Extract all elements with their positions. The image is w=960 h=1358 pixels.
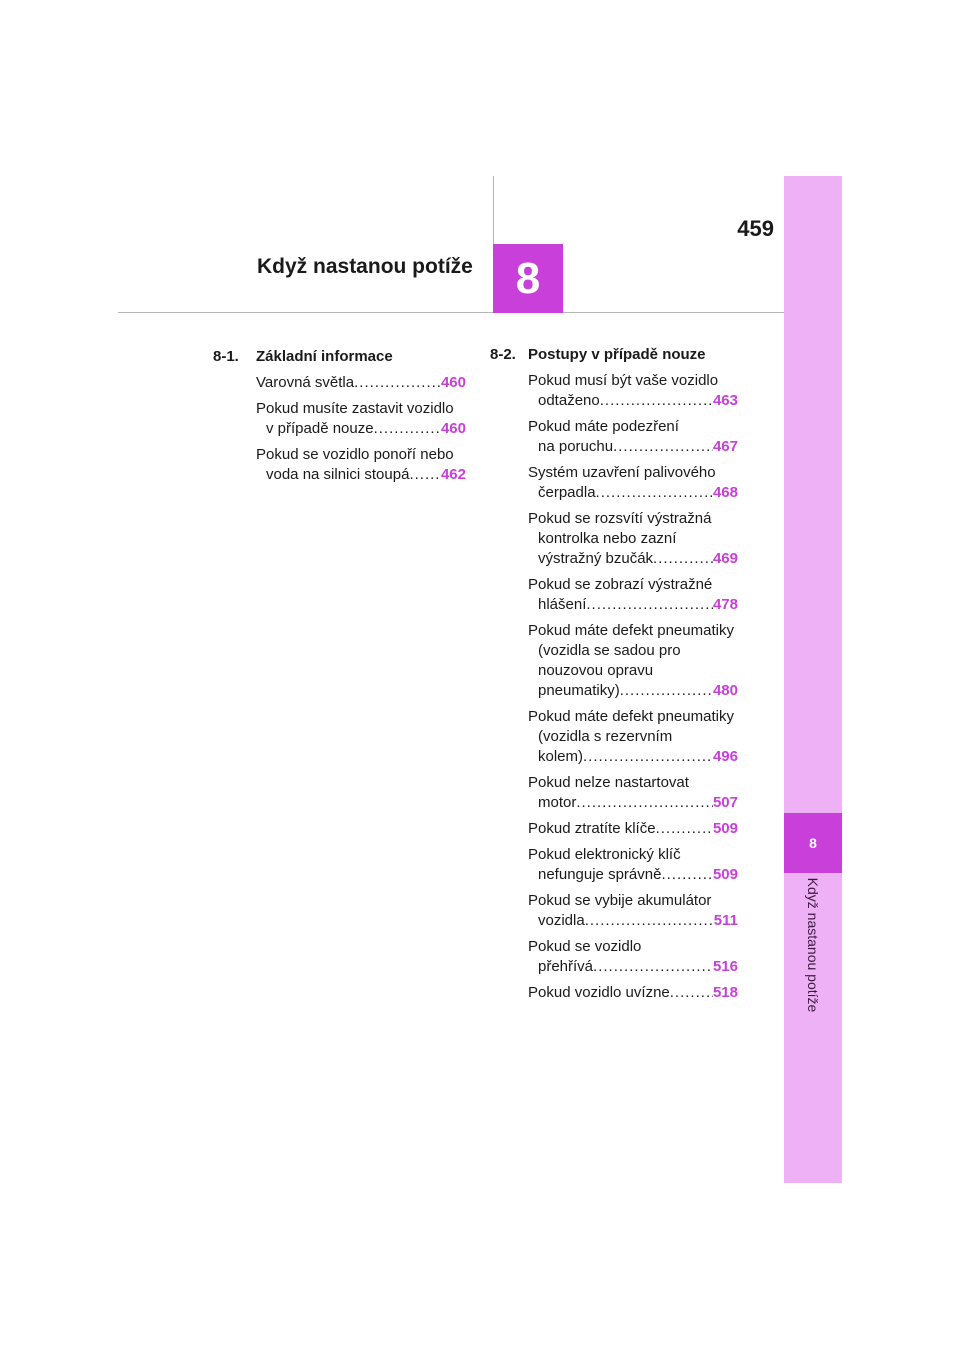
dot-leader [586,595,713,615]
toc-entry-text: Pokud se vozidlo [528,938,642,955]
toc-entry-text: nouzovou opravu [538,662,654,679]
toc-entry-last-line [528,595,738,615]
toc-entry[interactable] [256,373,466,393]
dot-leader [409,465,441,485]
page-reference-link[interactable]: 507 [712,794,738,811]
toc-section-8-2 [490,345,738,1009]
toc-entry-text: pneumatiky) [538,682,620,699]
dot-leader [661,865,713,885]
toc-entry-last-line [256,373,466,393]
toc-section-8-1 [213,347,466,491]
toc-entry-text: Pokud vozidlo uvízne [528,984,670,1001]
toc-entry-text: (vozidla s rezervním [538,728,673,745]
dot-leader [593,957,713,977]
header-divider-vertical [493,176,494,244]
toc-entry-last-line [528,957,738,977]
header-rule [118,312,784,313]
page-reference-link[interactable]: 460 [440,420,466,437]
side-tab-chapter-number[interactable]: 8 [784,813,842,873]
dot-leader [585,911,714,931]
toc-entry-last-line [528,681,738,701]
toc-entry-text: přehřívá [538,958,594,975]
toc-entry-text: Pokud nelze nastartovat [528,774,689,791]
dot-leader [576,793,713,813]
page-reference-link[interactable]: 509 [712,866,738,883]
chapter-number-box: 8 [493,244,563,313]
toc-entry-last-line [528,983,738,1003]
toc-entry[interactable] [528,371,738,411]
section-number: 8-2. [490,346,516,363]
page-reference-link[interactable]: 462 [440,466,466,483]
toc-entry[interactable] [528,509,738,569]
toc-entry-text: Pokud máte podezření [528,418,679,435]
dot-leader [653,549,713,569]
dot-leader [613,437,713,457]
toc-entry-last-line [528,391,738,411]
toc-entry-text: Pokud se vybije akumulátor [528,892,712,909]
toc-entry-text: hlášení [538,596,587,613]
toc-entry-text: Varovná světla [256,374,355,391]
chapter-side-tab [784,176,842,1183]
section-title: Základní informace [256,348,393,365]
dot-leader [596,483,713,503]
toc-entry-last-line [528,483,738,503]
toc-entry-text: kolem) [538,748,584,765]
section-heading [490,345,738,365]
toc-entry[interactable] [528,891,738,931]
page-number: 459 [737,216,774,241]
toc-entry-text: voda na silnici stoupá [266,466,410,483]
toc-entry-text: (vozidla se sadou pro [538,642,681,659]
toc-entry[interactable] [528,417,738,457]
toc-entry-text: výstražný bzučák [538,550,654,567]
toc-entry-text: motor [538,794,577,811]
toc-entry-text: Pokud musíte zastavit vozidlo [256,400,454,417]
section-number: 8-1. [213,348,239,365]
toc-entry-text: Pokud ztratíte klíče [528,820,656,837]
dot-leader [620,681,713,701]
page-reference-link[interactable]: 467 [712,438,738,455]
page-reference-link[interactable]: 460 [440,374,466,391]
page-reference-link[interactable]: 516 [712,958,738,975]
page-reference-link[interactable]: 509 [712,820,738,837]
toc-entry-last-line [528,911,738,931]
section-title: Postupy v případě nouze [528,346,706,363]
dot-leader [656,819,713,839]
toc-entry-text: Pokud se vozidlo ponoří nebo [256,446,454,463]
dot-leader [670,983,713,1003]
toc-entry-text: Pokud máte defekt pneumatiky [528,622,734,639]
toc-entry-last-line [256,465,466,485]
toc-entry-text: Pokud máte defekt pneumatiky [528,708,734,725]
toc-entry-text: čerpadla [538,484,596,501]
page-reference-link[interactable]: 478 [712,596,738,613]
dot-leader [583,747,713,767]
toc-entry-text: odtaženo [538,392,600,409]
toc-entry-last-line [528,549,738,569]
page-reference-link[interactable]: 496 [712,748,738,765]
dot-leader [354,373,441,393]
toc-entry[interactable] [528,621,738,701]
toc-entry-text: Pokud se zobrazí výstražné [528,576,713,593]
page-reference-link[interactable]: 480 [712,682,738,699]
toc-entry-last-line [528,793,738,813]
dot-leader [600,391,713,411]
toc-entry[interactable] [528,819,738,839]
toc-entry-text: kontrolka nebo zazní [538,530,677,547]
page-reference-link[interactable]: 463 [712,392,738,409]
toc-entry[interactable] [528,463,738,503]
toc-entry-text: Pokud elektronický klíč [528,846,681,863]
section-heading [213,347,466,367]
toc-entry[interactable] [256,399,466,439]
toc-entry-text: na poruchu [538,438,614,455]
page-reference-link[interactable]: 518 [712,984,738,1001]
page-reference-link[interactable]: 469 [712,550,738,567]
toc-entry-last-line [256,419,466,439]
toc-entry[interactable] [528,575,738,615]
toc-entry-text: vozidla [538,912,585,929]
toc-entry[interactable] [528,937,738,977]
toc-entry[interactable] [528,983,738,1003]
side-tab-chapter-label: Když nastanou potíže [805,877,821,1013]
toc-entry-text: v případě nouze [266,420,374,437]
toc-entry-text: Pokud se rozsvítí výstražná [528,510,712,527]
toc-entry-last-line [528,747,738,767]
toc-entry[interactable] [528,773,738,813]
dot-leader [374,419,441,439]
toc-entry-text: nefunguje správně [538,866,662,883]
toc-entry-text: Pokud musí být vaše vozidlo [528,372,719,389]
toc-entry-last-line [528,437,738,457]
toc-entry[interactable] [528,845,738,885]
toc-entry[interactable] [528,707,738,767]
page-reference-link[interactable]: 468 [712,484,738,501]
chapter-title: Když nastanou potíže [257,255,473,278]
toc-entry-text: Systém uzavření palivového [528,464,716,481]
page-reference-link[interactable]: 511 [713,912,738,929]
toc-entry[interactable] [256,445,466,485]
toc-entry-last-line [528,819,738,839]
toc-entry-last-line [528,865,738,885]
